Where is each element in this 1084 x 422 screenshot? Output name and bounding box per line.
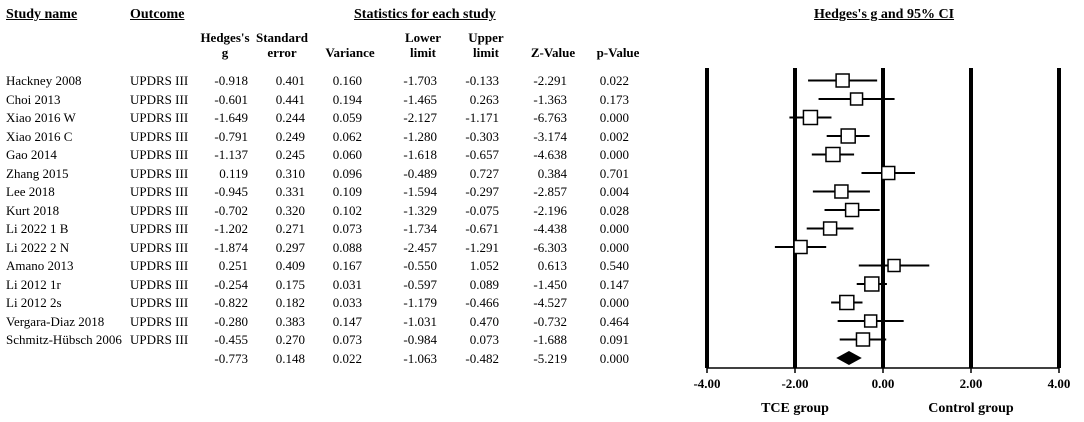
col-header-line2: limit [410, 45, 436, 60]
cell-lower-limit: -0.489 [403, 165, 437, 181]
cell-z-value: -6.303 [533, 239, 567, 255]
point-estimate-box [851, 93, 863, 105]
cell-variance: 0.060 [332, 147, 362, 162]
study-name: Amano 2013 [6, 258, 74, 273]
cell-upper-limit: 0.263 [469, 91, 499, 107]
cell-z-value: -2.857 [533, 184, 567, 199]
cell-standard-error: 0.310 [275, 165, 305, 181]
outcome: UPDRS III [130, 73, 189, 88]
cell-variance: 0.109 [332, 184, 362, 199]
outcome: UPDRS III [130, 165, 189, 181]
col-header-line2: Z-Value [530, 45, 576, 60]
point-estimate-box [835, 185, 848, 198]
cell-p-value: 0.000 [599, 147, 629, 162]
summary-z-value: -5.219 [533, 350, 567, 366]
outcome-header: Outcome [130, 7, 185, 22]
cell-hedges-g: 0.251 [218, 258, 248, 273]
study-name: Li 2022 2 N [6, 239, 70, 255]
outcome: UPDRS III [130, 258, 189, 273]
cell-standard-error: 0.271 [275, 221, 305, 236]
outcome: UPDRS III [130, 202, 189, 218]
cell-lower-limit: -1.280 [403, 128, 437, 144]
summary-standard-error: 0.148 [275, 350, 305, 366]
cell-p-value: 0.000 [599, 239, 629, 255]
summary-lower-limit: -1.063 [403, 350, 437, 366]
cell-hedges-g: -1.137 [214, 147, 248, 162]
cell-p-value: 0.004 [599, 184, 629, 199]
point-estimate-box [882, 167, 895, 180]
outcome: UPDRS III [130, 128, 189, 144]
cell-standard-error: 0.249 [275, 128, 305, 144]
cell-lower-limit: -1.618 [403, 147, 437, 162]
cell-standard-error: 0.175 [275, 276, 305, 292]
outcome: UPDRS III [130, 91, 189, 107]
cell-variance: 0.096 [332, 165, 362, 181]
study-name: Schmitz-Hübsch 2006 [6, 332, 122, 347]
cell-p-value: 0.000 [599, 221, 629, 236]
cell-z-value: -1.363 [533, 91, 567, 107]
cell-variance: 0.033 [332, 295, 362, 310]
cell-standard-error: 0.270 [275, 332, 305, 347]
col-header-line2: p-Value [596, 45, 640, 60]
point-estimate-box [836, 74, 849, 87]
cell-z-value: 0.613 [537, 258, 567, 273]
point-estimate-box [865, 315, 877, 327]
cell-p-value: 0.022 [599, 73, 629, 88]
x-tick-label: -2.00 [781, 376, 809, 391]
summary-hedges-g: -0.773 [214, 350, 248, 366]
cell-upper-limit: -0.671 [465, 221, 499, 236]
cell-variance: 0.062 [332, 128, 362, 144]
cell-z-value: 0.384 [537, 165, 567, 181]
cell-standard-error: 0.182 [275, 295, 305, 310]
outcome: UPDRS III [130, 276, 189, 292]
cell-hedges-g: -1.649 [214, 110, 248, 125]
x-tick-label: 4.00 [1047, 376, 1071, 391]
cell-upper-limit: -0.466 [465, 295, 499, 310]
study-name: Hackney 2008 [6, 73, 82, 88]
point-estimate-box [826, 148, 840, 162]
cell-hedges-g: -0.254 [214, 276, 248, 292]
study-name: Li 2022 1 B [6, 221, 69, 236]
cell-standard-error: 0.245 [275, 147, 305, 162]
cell-upper-limit: -0.303 [465, 128, 499, 144]
cell-z-value: -0.732 [533, 313, 567, 329]
cell-variance: 0.059 [332, 110, 362, 125]
cell-upper-limit: 1.052 [469, 258, 499, 273]
cell-p-value: 0.701 [599, 165, 629, 181]
outcome: UPDRS III [130, 110, 189, 125]
point-estimate-box [840, 296, 854, 310]
plot-title: Hedges's g and 95% CI [814, 7, 955, 22]
col-header-line2: Variance [325, 45, 375, 60]
cell-lower-limit: -1.734 [403, 221, 437, 236]
study-name: Xiao 2016 C [6, 128, 73, 144]
outcome: UPDRS III [130, 332, 189, 347]
col-header-line2: limit [473, 45, 499, 60]
summary-upper-limit: -0.482 [465, 350, 499, 366]
cell-lower-limit: -2.127 [403, 110, 437, 125]
cell-standard-error: 0.383 [275, 313, 305, 329]
cell-lower-limit: -1.465 [403, 91, 437, 107]
x-tick-label: 0.00 [871, 376, 895, 391]
study-name: Choi 2013 [6, 91, 61, 107]
cell-variance: 0.160 [332, 73, 362, 88]
study-name: Li 2012 2s [6, 295, 62, 310]
left-group-label: TCE group [761, 401, 829, 416]
cell-hedges-g: -0.822 [214, 295, 248, 310]
cell-variance: 0.073 [332, 332, 362, 347]
cell-hedges-g: -0.280 [214, 313, 248, 329]
cell-lower-limit: -1.329 [403, 202, 437, 218]
study-name: Kurt 2018 [6, 202, 60, 218]
study-name: Lee 2018 [6, 184, 55, 199]
cell-upper-limit: -1.171 [465, 110, 499, 125]
cell-lower-limit: -1.594 [403, 184, 437, 199]
cell-z-value: -2.196 [533, 202, 567, 218]
cell-hedges-g: -0.791 [214, 128, 248, 144]
point-estimate-box [841, 129, 855, 143]
outcome: UPDRS III [130, 184, 189, 199]
cell-lower-limit: -0.597 [403, 276, 437, 292]
cell-variance: 0.088 [332, 239, 362, 255]
cell-standard-error: 0.320 [275, 202, 305, 218]
cell-upper-limit: 0.470 [469, 313, 499, 329]
point-estimate-box [865, 277, 879, 291]
cell-standard-error: 0.244 [275, 110, 305, 125]
summary-variance: 0.022 [332, 350, 362, 366]
cell-z-value: -2.291 [533, 73, 567, 88]
cell-standard-error: 0.297 [275, 239, 305, 255]
cell-upper-limit: -0.133 [465, 73, 499, 88]
cell-z-value: -4.638 [533, 147, 567, 162]
x-tick-label: 2.00 [959, 376, 983, 391]
cell-hedges-g: -0.945 [214, 184, 248, 199]
cell-upper-limit: 0.727 [469, 165, 499, 181]
cell-p-value: 0.028 [599, 202, 629, 218]
col-header-line1: Hedges's [200, 30, 250, 45]
point-estimate-box [824, 222, 837, 235]
cell-hedges-g: -0.918 [214, 73, 248, 88]
cell-p-value: 0.000 [599, 295, 629, 310]
cell-p-value: 0.173 [599, 91, 629, 107]
cell-standard-error: 0.409 [275, 258, 305, 273]
cell-p-value: 0.002 [599, 128, 629, 144]
cell-z-value: -4.438 [533, 221, 567, 236]
outcome: UPDRS III [130, 147, 189, 162]
cell-hedges-g: -1.202 [214, 221, 248, 236]
col-header-line1: Lower [404, 30, 442, 45]
cell-p-value: 0.091 [599, 332, 629, 347]
summary-p-value: 0.000 [599, 350, 629, 366]
cell-hedges-g: 0.119 [219, 165, 248, 181]
cell-z-value: -1.688 [533, 332, 567, 347]
cell-standard-error: 0.401 [275, 73, 305, 88]
outcome: UPDRS III [130, 239, 189, 255]
x-tick-label: -4.00 [693, 376, 721, 391]
cell-variance: 0.102 [332, 202, 362, 218]
cell-variance: 0.073 [332, 221, 362, 236]
col-header-line1: Upper [468, 30, 504, 45]
cell-upper-limit: -0.075 [465, 202, 499, 218]
cell-lower-limit: -2.457 [403, 239, 437, 255]
cell-upper-limit: 0.073 [469, 332, 499, 347]
point-estimate-box [794, 241, 807, 254]
cell-variance: 0.194 [332, 91, 362, 107]
cell-hedges-g: -1.874 [214, 239, 248, 255]
right-group-label: Control group [928, 401, 1014, 416]
col-header-line1: Standard [255, 30, 309, 45]
summary-diamond [836, 351, 862, 365]
cell-p-value: 0.147 [599, 276, 629, 292]
cell-hedges-g: -0.702 [214, 202, 248, 218]
point-estimate-box [846, 204, 859, 217]
point-estimate-box [888, 260, 900, 272]
cell-upper-limit: -0.297 [465, 184, 499, 199]
cell-upper-limit: -1.291 [465, 239, 499, 255]
cell-z-value: -3.174 [533, 128, 567, 144]
cell-standard-error: 0.441 [275, 91, 305, 107]
point-estimate-box [856, 333, 869, 346]
cell-upper-limit: 0.089 [469, 276, 499, 292]
col-header-line2: g [221, 45, 229, 60]
cell-variance: 0.031 [332, 276, 362, 292]
stats-title: Statistics for each study [354, 7, 496, 22]
cell-standard-error: 0.331 [275, 184, 305, 199]
col-header-line2: error [267, 45, 297, 60]
cell-p-value: 0.540 [599, 258, 629, 273]
cell-lower-limit: -1.179 [403, 295, 437, 310]
cell-upper-limit: -0.657 [465, 147, 499, 162]
study-name: Xiao 2016 W [6, 110, 76, 125]
cell-lower-limit: -1.031 [403, 313, 437, 329]
cell-variance: 0.167 [332, 258, 362, 273]
cell-hedges-g: -0.601 [214, 91, 248, 107]
study-name-header: Study name [6, 7, 78, 22]
cell-lower-limit: -1.703 [403, 73, 437, 88]
study-name: Zhang 2015 [6, 165, 69, 181]
cell-p-value: 0.000 [599, 110, 629, 125]
outcome: UPDRS III [130, 313, 189, 329]
cell-lower-limit: -0.984 [403, 332, 437, 347]
study-name: Li 2012 1r [6, 276, 61, 292]
cell-z-value: -4.527 [533, 295, 567, 310]
cell-hedges-g: -0.455 [214, 332, 248, 347]
outcome: UPDRS III [130, 295, 189, 310]
outcome: UPDRS III [130, 221, 189, 236]
study-name: Vergara-Diaz 2018 [6, 313, 105, 329]
cell-z-value: -6.763 [533, 110, 567, 125]
cell-z-value: -1.450 [533, 276, 567, 292]
cell-variance: 0.147 [332, 313, 362, 329]
point-estimate-box [803, 111, 817, 125]
cell-p-value: 0.464 [599, 313, 629, 329]
study-name: Gao 2014 [6, 147, 57, 162]
cell-lower-limit: -0.550 [403, 258, 437, 273]
